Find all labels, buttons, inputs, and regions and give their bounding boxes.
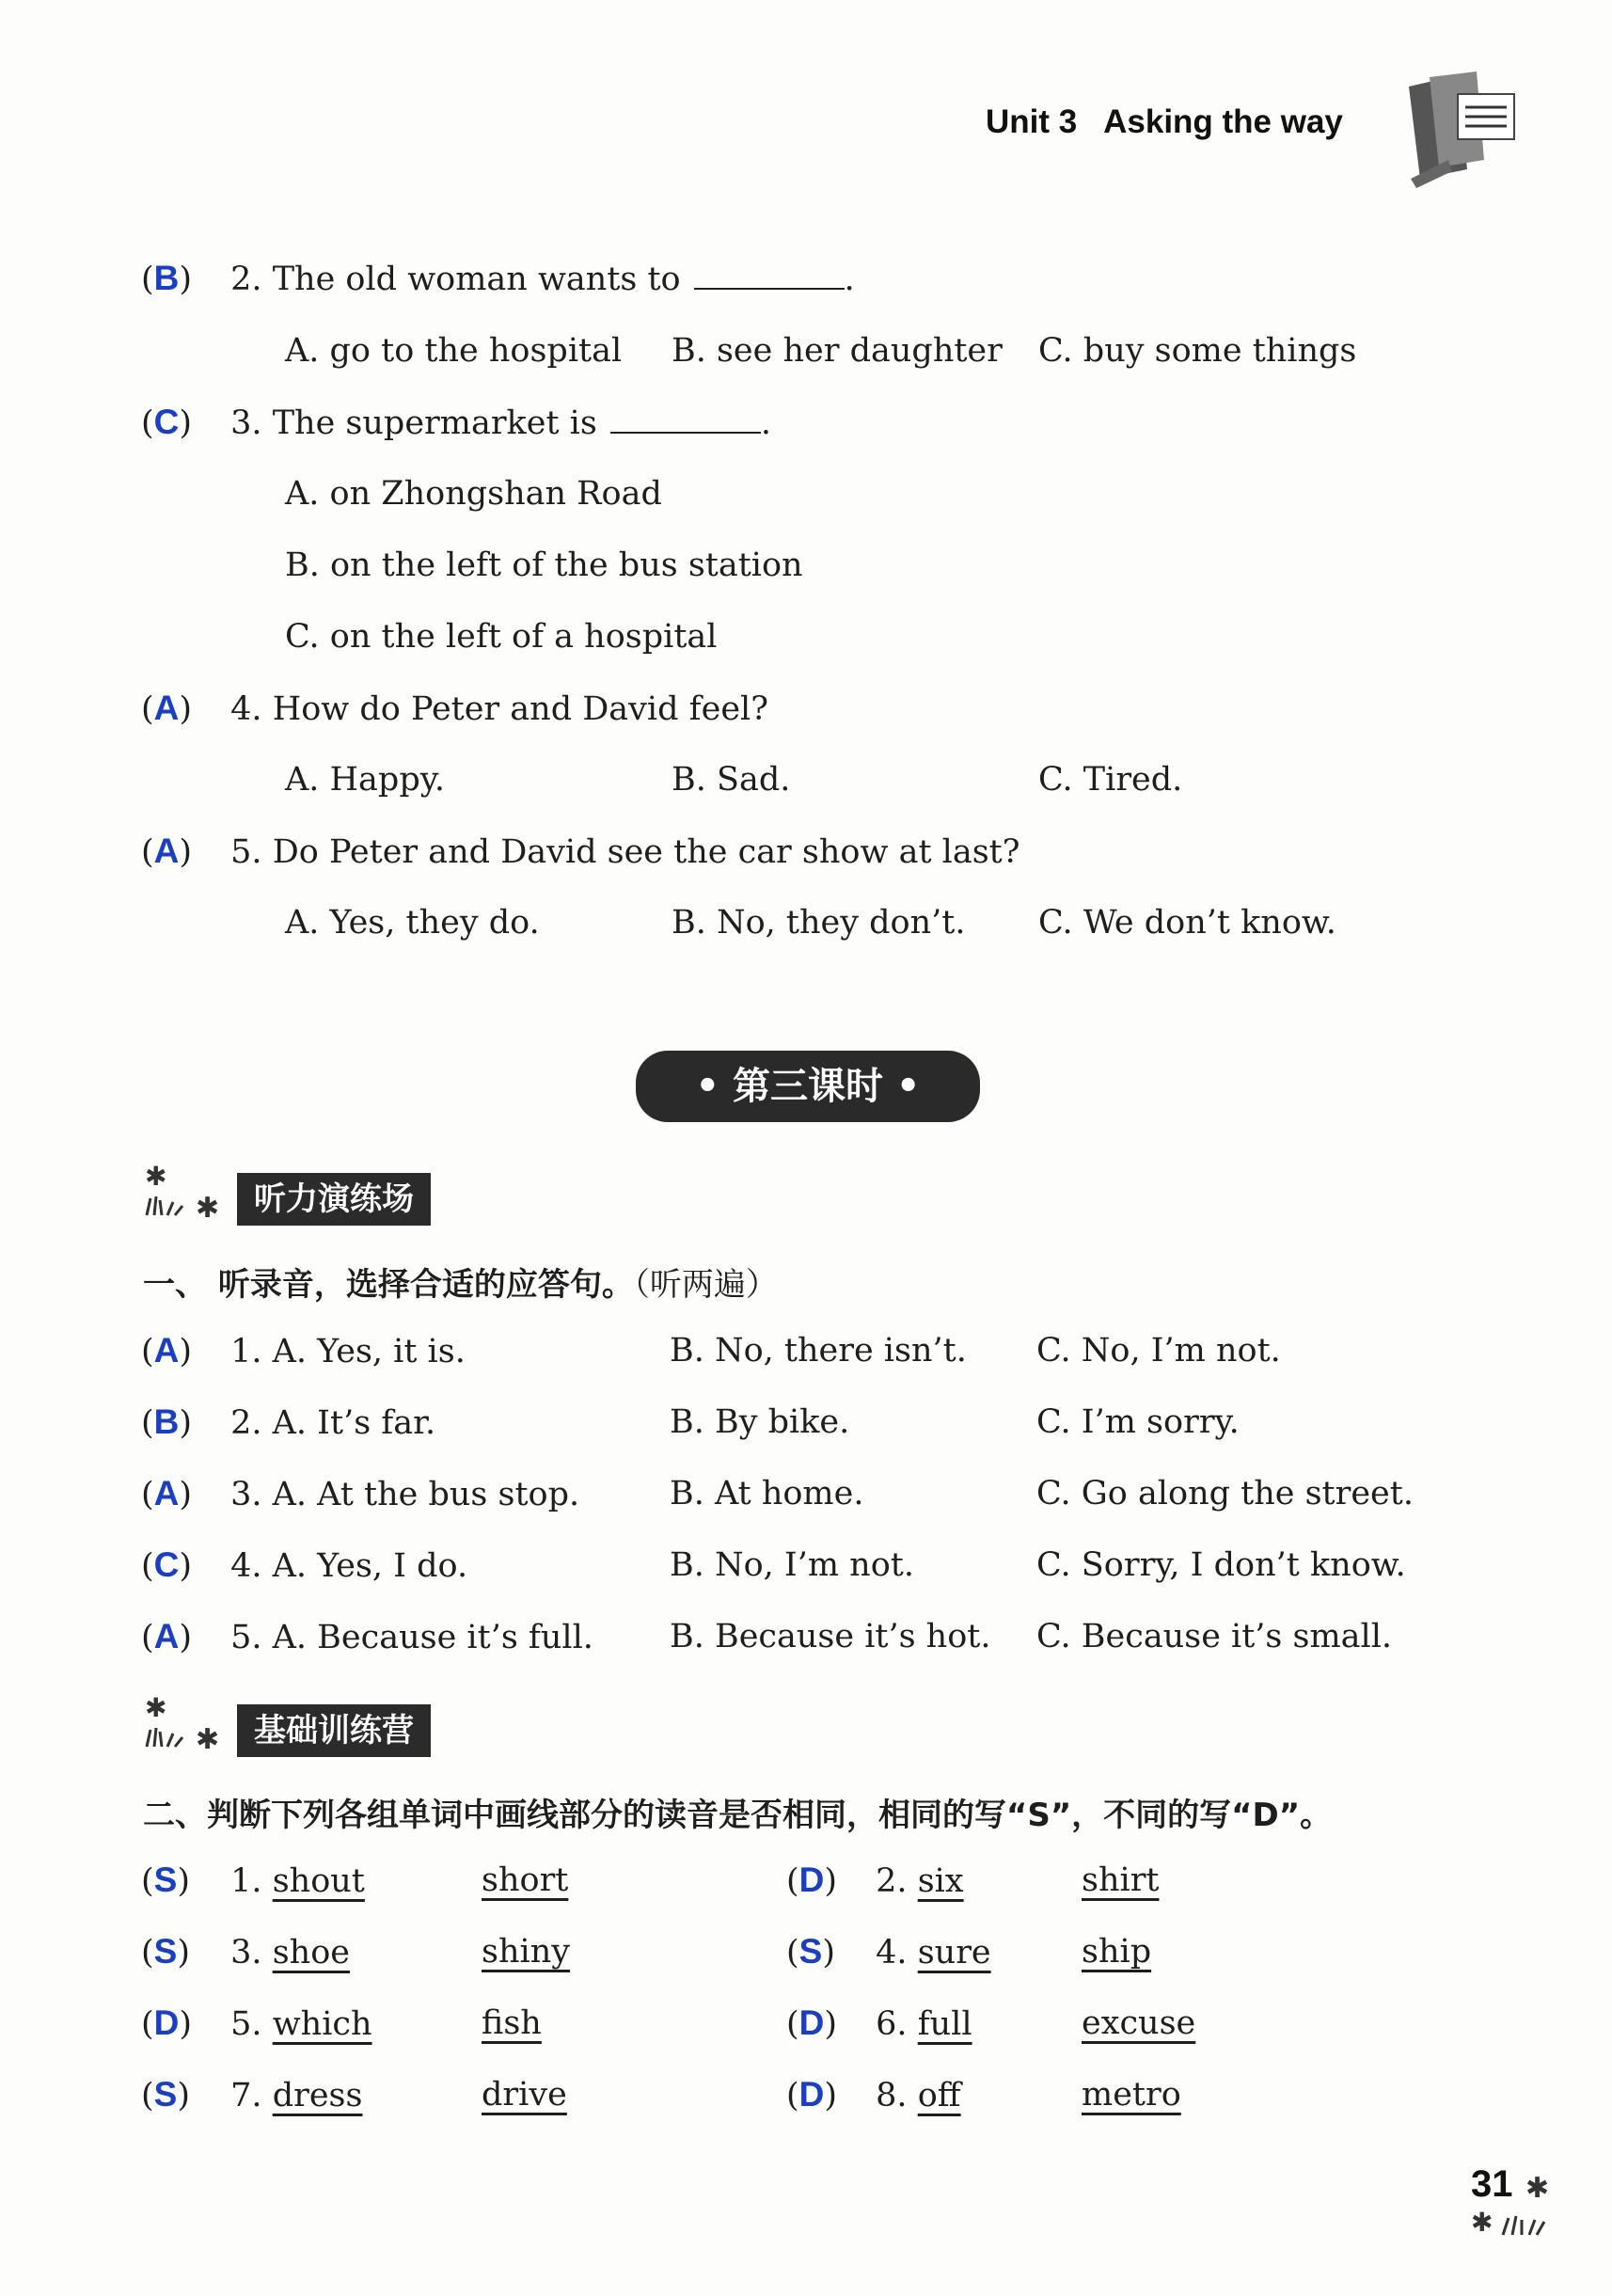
flower-icon (141, 1688, 235, 1754)
answer-mark: D (153, 2003, 180, 2042)
svg-text:✱: ✱ (196, 1192, 220, 1223)
word: short (482, 1861, 569, 1899)
word: shout (272, 1862, 365, 1900)
question-stem: The old woman wants to (272, 261, 681, 298)
option: A. Yes, they do. (285, 904, 540, 942)
option: C. Sorry, I don’t know. (1036, 1546, 1406, 1584)
option: C. Tired. (1038, 761, 1183, 799)
q1-heading: 一、 听录音，选择合适的应答句。（听两遍） (143, 1266, 778, 1304)
option: A. Happy. (285, 761, 445, 799)
option: B. see her daughter (672, 332, 1003, 370)
question-row: (A) 5. Do Peter and David see the car show at last? (141, 831, 1020, 871)
word: fish (482, 2004, 542, 2042)
svg-text:✱: ✱ (1471, 2207, 1493, 2238)
listening-row: (A) 1. A. Yes, it is. (141, 1331, 466, 1370)
listening-row: (A) 3. A. At the bus stop. (141, 1474, 580, 1513)
answer-mark: S (798, 1932, 823, 1971)
svg-text:✱: ✱ (196, 1723, 220, 1754)
word: off (917, 2077, 961, 2114)
word: shoe (272, 1934, 350, 1971)
option: B. on the left of the bus station (285, 546, 803, 584)
word: full (917, 2005, 972, 2043)
option: C. Go along the street. (1036, 1475, 1414, 1512)
word: sure (917, 1934, 991, 1971)
answer-mark: D (798, 2075, 825, 2114)
option: C. buy some things (1038, 332, 1357, 370)
option: A. go to the hospital (285, 332, 623, 370)
section-listening: 听力演练场 (237, 1173, 431, 1226)
option: C. We don’t know. (1038, 904, 1336, 942)
answer-mark: A (153, 831, 180, 870)
word: dress (272, 2077, 363, 2114)
unit-label: Unit 3 (986, 103, 1078, 140)
option: B. No, they don’t. (672, 904, 966, 942)
question-row: (A) 4. How do Peter and David feel? (141, 689, 768, 728)
option: B. No, I’m not. (670, 1546, 914, 1584)
phonics-item: (D) 8. off (786, 2075, 961, 2114)
book-icon (1401, 66, 1524, 188)
phonics-item: (D) 6. full (786, 2003, 972, 2043)
answer-mark: S (153, 1861, 178, 1899)
answer-mark: A (153, 1474, 180, 1512)
option: B. At home. (670, 1475, 864, 1512)
answer-mark: A (153, 1617, 180, 1655)
word: metro (1082, 2076, 1181, 2114)
answer-mark: S (153, 2075, 178, 2114)
option: C. No, I’m not. (1036, 1332, 1281, 1370)
question-stem: The supermarket is (272, 404, 597, 442)
section-basic: 基础训练营 (237, 1704, 431, 1757)
phonics-item: (D) 5. which (141, 2003, 372, 2043)
svg-text:✱: ✱ (145, 1692, 167, 1723)
q2-heading: 二、判断下列各组单词中画线部分的读音是否相同，相同的写“S”，不同的写“D”。 (143, 1797, 1333, 1834)
word: shirt (1082, 1861, 1160, 1899)
option: C. Because it’s small. (1036, 1618, 1393, 1655)
option: B. Because it’s hot. (670, 1618, 991, 1655)
page-number: 31 (1471, 2163, 1513, 2205)
lesson-title: • 第三课时 • (636, 1051, 980, 1122)
word: ship (1082, 1933, 1152, 1971)
option: C. I’m sorry. (1036, 1403, 1240, 1441)
word: drive (482, 2076, 567, 2114)
phonics-item: (D) 2. six (786, 1861, 964, 1900)
header (986, 103, 1343, 141)
unit-title: Asking the way (1103, 103, 1343, 140)
answer-mark: D (798, 2003, 825, 2042)
option: B. No, there isn’t. (670, 1332, 967, 1370)
answer-mark: S (153, 1932, 178, 1971)
flower-icon (141, 1157, 235, 1223)
word: excuse (1082, 2004, 1196, 2042)
phonics-item: (S) 4. sure (786, 1932, 991, 1971)
answer-mark: B (153, 1402, 180, 1441)
answer-mark: C (153, 403, 180, 441)
answer-blank (610, 404, 761, 434)
question-row: (C) 3. The supermarket is . (141, 403, 771, 442)
option: A. on Zhongshan Road (285, 475, 662, 513)
option: B. Sad. (672, 761, 791, 799)
option: B. By bike. (670, 1403, 850, 1441)
question-row: (B) 2. The old woman wants to . (141, 259, 855, 298)
question-stem: How do Peter and David feel? (272, 690, 768, 728)
svg-text:✱: ✱ (1525, 2172, 1550, 2205)
phonics-item: (S) 7. dress (141, 2075, 363, 2114)
answer-mark: C (153, 1545, 180, 1584)
listening-row: (A) 5. A. Because it’s full. (141, 1617, 593, 1656)
answer-blank (694, 260, 845, 290)
answer-mark: A (153, 1331, 180, 1370)
question-stem: Do Peter and David see the car show at last? (272, 833, 1020, 871)
answer-mark: B (153, 259, 180, 297)
word: which (272, 2005, 372, 2043)
answer-mark: D (798, 1861, 825, 1899)
answer-mark: A (153, 689, 180, 727)
phonics-item: (S) 3. shoe (141, 1932, 350, 1971)
word: shiny (482, 1933, 571, 1971)
svg-text:✱: ✱ (145, 1161, 167, 1192)
word: six (917, 1862, 964, 1900)
listening-row: (C) 4. A. Yes, I do. (141, 1545, 468, 1585)
flower-icon (1469, 2165, 1563, 2241)
phonics-item: (S) 1. shout (141, 1861, 365, 1900)
listening-row: (B) 2. A. It’s far. (141, 1402, 436, 1442)
option: C. on the left of a hospital (285, 618, 718, 656)
